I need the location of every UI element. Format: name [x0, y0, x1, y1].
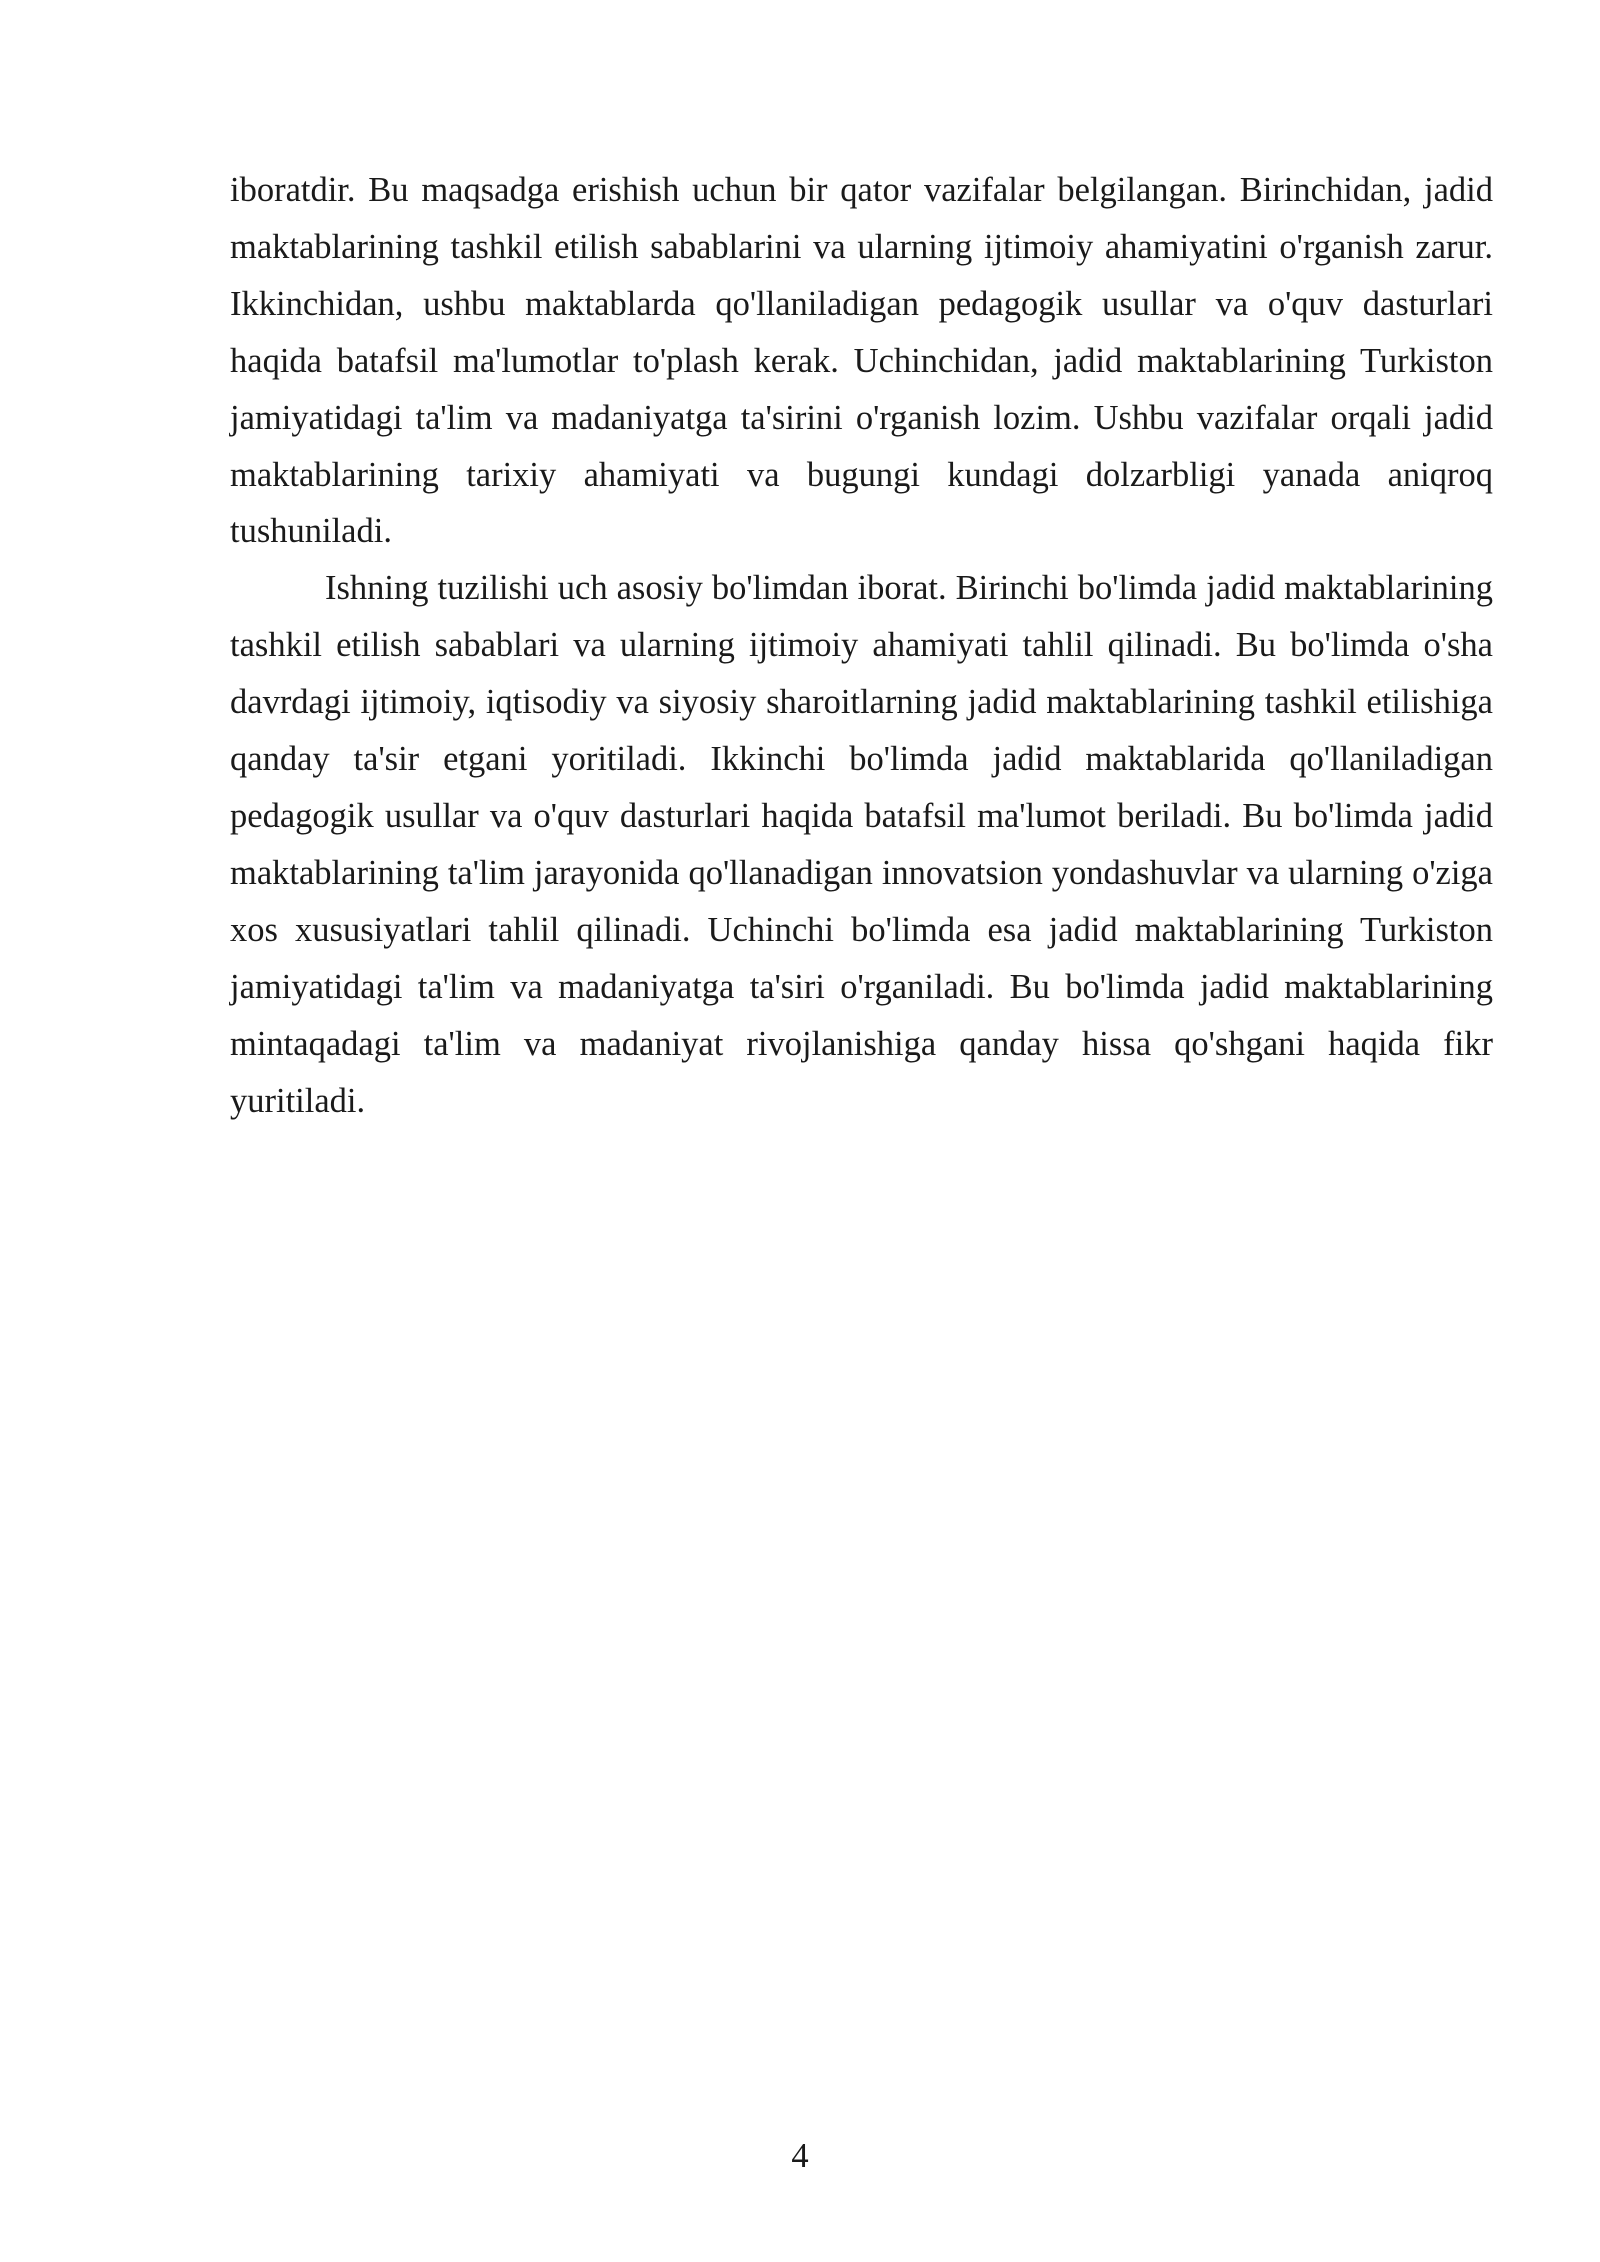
paragraph-continued: iboratdir. Bu maqsadga erishish uchun bir qator vazifalar belgilangan. Birinchidan, jadid maktablarining tashkil etilish sabablarini va ularning ijtimoiy ahamiyatini o'rganish zarur. Ikkinchidan, ushbu maktablarda qo'llaniladigan pedagogik usullar va o'quv dasturlari haqida batafsil ma'lumotlar to'plash kerak. Uchinchidan, jadid maktablarining Turkiston jamiyatidagi ta'lim va madaniyatga ta'sirini o'rganish lozim. Ushbu vazifalar orqali jadid maktablarining tarixiy ahamiyati va bugungi kundagi dolzarbligi yanada aniqroq tushuniladi.	[230, 171, 1493, 551]
body-text	[230, 162, 1493, 1129]
paragraph-structure: Ishning tuzilishi uch asosiy bo'limdan iborat. Birinchi bo'limda jadid maktablarining tashkil etilish sabablari va ularning ijtimoiy ahamiyati tahlil qilinadi. Bu bo'limda o'sha davrdagi ijtimoiy, iqtisodiy va siyosiy sharoitlarning jadid maktablarining tashkil etilishiga qanday ta'sir etgani yoritiladi. Ikkinchi bo'limda jadid maktablarida qo'llaniladigan pedagogik usullar va o'quv dasturlari haqida batafsil ma'lumot beriladi. Bu bo'limda jadid maktablarining ta'lim jarayonida qo'llanadigan innovatsion yondashuvlar va ularning o'ziga xos xususiyatlari tahlil qilinadi. Uchinchi bo'limda esa jadid maktablarining Turkiston jamiyatidagi ta'lim va madaniyatga ta'siri o'rganiladi. Bu bo'limda jadid maktablarining mintaqadagi ta'lim va madaniyat rivojlanishiga qanday hissa qo'shgani haqida fikr yuritiladi.	[230, 569, 1493, 1120]
page-number: 4	[791, 2137, 809, 2175]
